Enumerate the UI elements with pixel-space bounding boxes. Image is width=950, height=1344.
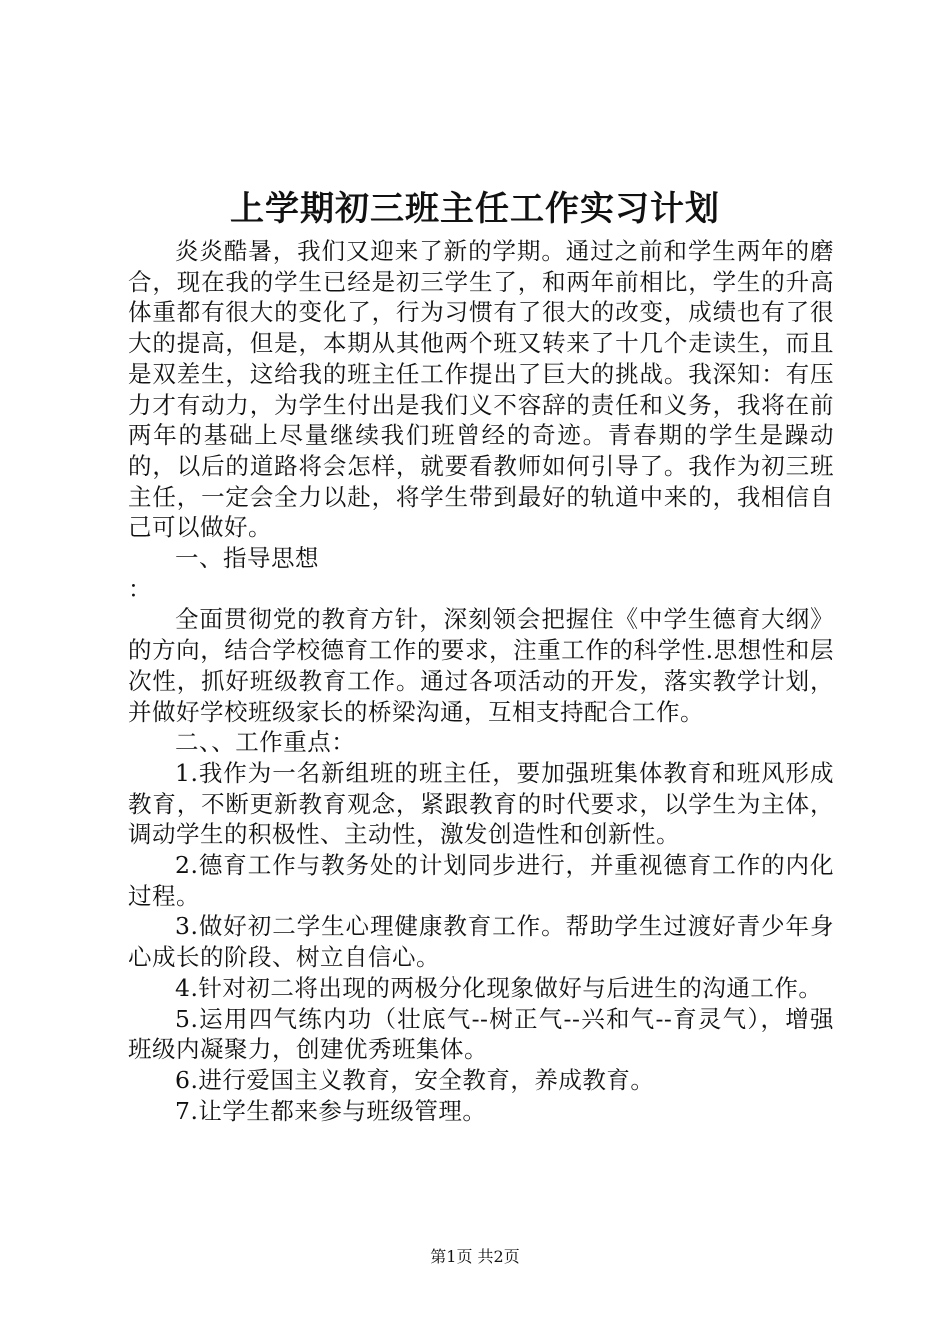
- work-item-6: 6.进行爱国主义教育，安全教育，养成教育。: [175, 1065, 655, 1094]
- section-heading-guiding-thought: 一、指导思想: [175, 544, 319, 573]
- document-body: [128, 236, 834, 1126]
- work-item-3: 3.做好初二学生心理健康教育工作。帮助学生过渡好青少年身心成长的阶段、树立自信心。: [128, 912, 834, 972]
- work-item-2: 2.德育工作与教务处的计划同步进行，并重视德育工作的内化过程。: [128, 851, 834, 910]
- intro-paragraph: 炎炎酷暑，我们又迎来了新的学期。通过之前和学生两年的磨合，现在我的学生已经是初三学生了，和两年前相比，学生的升高体重都有很大的变化了，行为习惯有了很大的改变，成绩也有了很大的提高，但是，本期从其他两个班又转来了十几个走读生，而且是双差生，这给我的班主任工作提出了巨大的挑战。我深知：有压力才有动力，为学生付出是我们义不容辞的责任和义务，我将在前两年的基础上尽量继续我们班曾经的奇迹。青春期的学生是躁动的，以后的道路将会怎样，就要看教师如何引导了。我作为初三班主任，一定会全力以赴，将学生带到最好的轨道中来的，我相信自己可以做好。: [128, 237, 834, 542]
- work-item-1: 1.我作为一名新组班的班主任，要加强班集体教育和班风形成教育，不断更新教育观念，紧跟教育的时代要求，以学生为主体，调动学生的积极性、主动性，激发创造性和创新性。: [128, 758, 834, 849]
- stray-colon: ：: [128, 574, 152, 603]
- guiding-thought-paragraph: 全面贯彻党的教育方针，深刻领会把握住《中学生德育大纲》的方向，结合学校德育工作的要求，注重工作的科学性.思想性和层次性，抓好班级教育工作。通过各项活动的开发，落实教学计划，并做好学校班级家长的桥梁沟通，互相支持配合工作。: [128, 605, 834, 726]
- work-item-7: 7.让学生都来参与班级管理。: [175, 1096, 487, 1125]
- section-heading-work-focus: 二、、工作重点：: [175, 728, 356, 757]
- document-title: 上学期初三班主任工作实习计划: [230, 189, 720, 229]
- page-footer: 第1页 共2页: [430, 1247, 520, 1266]
- work-item-4: 4.针对初二将出现的两极分化现象做好与后进生的沟通工作。: [175, 973, 823, 1002]
- work-item-5: 5.运用四气练内功（壮底气--树正气--兴和气--育灵气），增强班级内凝聚力，创建优秀班集体。: [128, 1004, 834, 1064]
